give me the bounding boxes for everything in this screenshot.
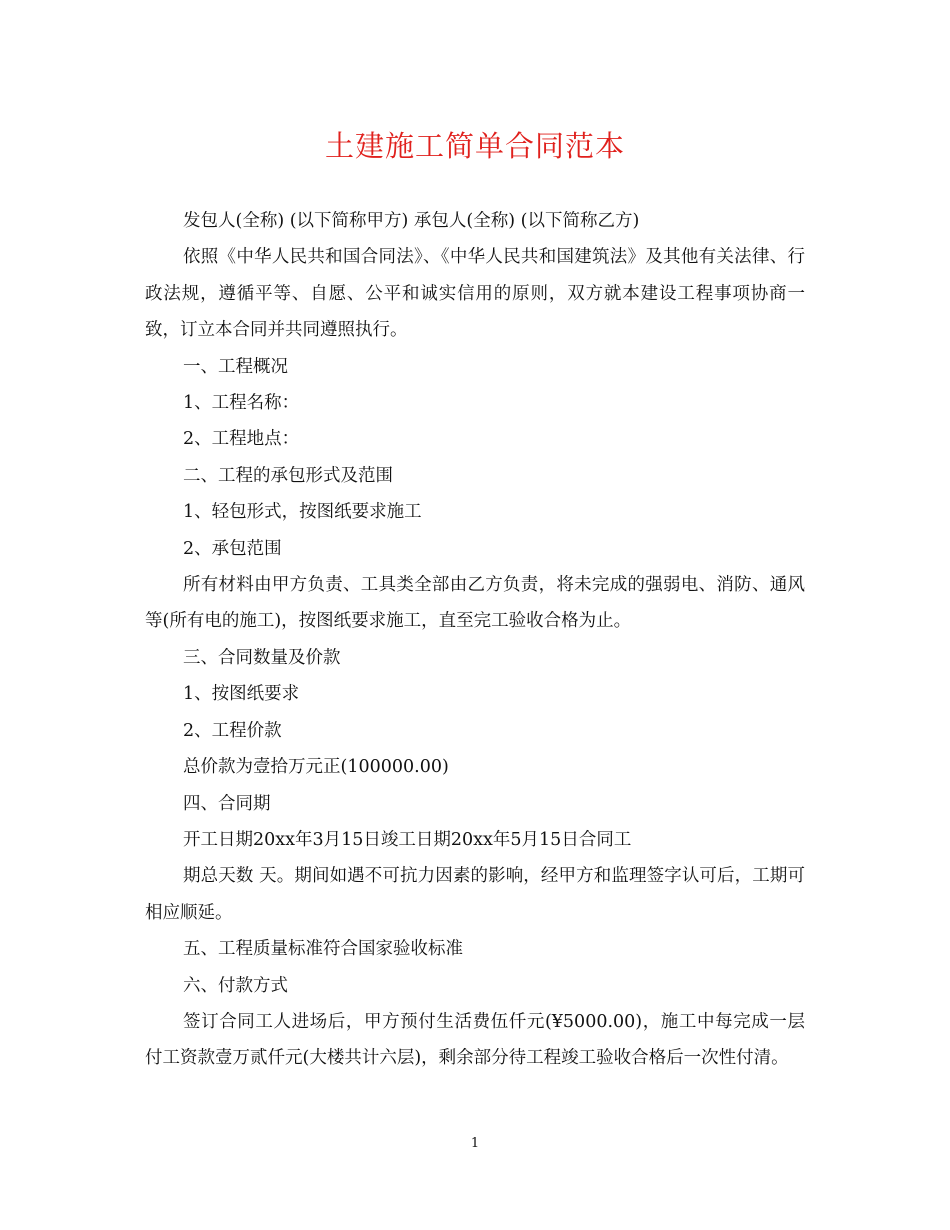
paragraph-parties: 发包人(全称) (以下简称甲方) 承包人(全称) (以下简称乙方) (183, 211, 640, 231)
section-heading-contract-form: 二、工程的承包形式及范围 (183, 465, 393, 486)
paragraph-contract-form: 1、轻包形式，按图纸要求施工 (183, 502, 422, 523)
document-title: 土建施工简单合同范本 (324, 129, 625, 163)
paragraph-start-end-dates: 开工日期20xx年3月15日竣工日期20xx年5月15日合同工 (183, 829, 632, 850)
section-heading-contract-period: 四、合同期 (183, 793, 271, 814)
document-body (145, 203, 805, 1077)
paragraph-project-location: 2、工程地点： (183, 429, 300, 450)
section-heading-quality-standard: 五、工程质量标准符合国家验收标准 (183, 939, 463, 960)
paragraph-project-price: 2、工程价款 (183, 720, 282, 741)
section-heading-overview: 一、工程概况 (183, 356, 288, 377)
section-heading-quantity-price: 三、合同数量及价款 (183, 647, 341, 668)
paragraph-contract-scope: 2、承包范围 (183, 538, 282, 559)
page-number: 1 (470, 1136, 480, 1151)
paragraph-drawings-requirement: 1、按图纸要求 (183, 684, 300, 705)
paragraph-total-price: 总价款为壹拾万元正(100000.00) (183, 757, 449, 778)
paragraph-period-extension: 期总天数 天。期间如遇不可抗力因素的影响，经甲方和监理签字认可后，工期可相应顺延。 (145, 866, 805, 923)
paragraph-project-name: 1、工程名称： (183, 393, 300, 414)
section-heading-payment: 六、付款方式 (183, 975, 288, 996)
paragraph-basis: 依照《中华人民共和国合同法》、《中华人民共和国建筑法》及其他有关法律、行政法规，遵循平等、自愿、公平和诚实信用的原则，双方就本建设工程事项协商一致，订立本合同并共同遵照执行。 (145, 247, 805, 341)
paragraph-payment-detail: 签订合同工人进场后，甲方预付生活费伍仟元(¥5000.00)，施工中每完成一层付工资款壹万贰仟元(大楼共计六层)，剩余部分待工程竣工验收合格后一次性付清。 (145, 1011, 805, 1069)
paragraph-scope-detail: 所有材料由甲方负责、工具类全部由乙方负责，将未完成的强弱电、消防、通风等(所有电的施工)，按图纸要求施工，直至完工验收合格为止。 (145, 575, 805, 632)
